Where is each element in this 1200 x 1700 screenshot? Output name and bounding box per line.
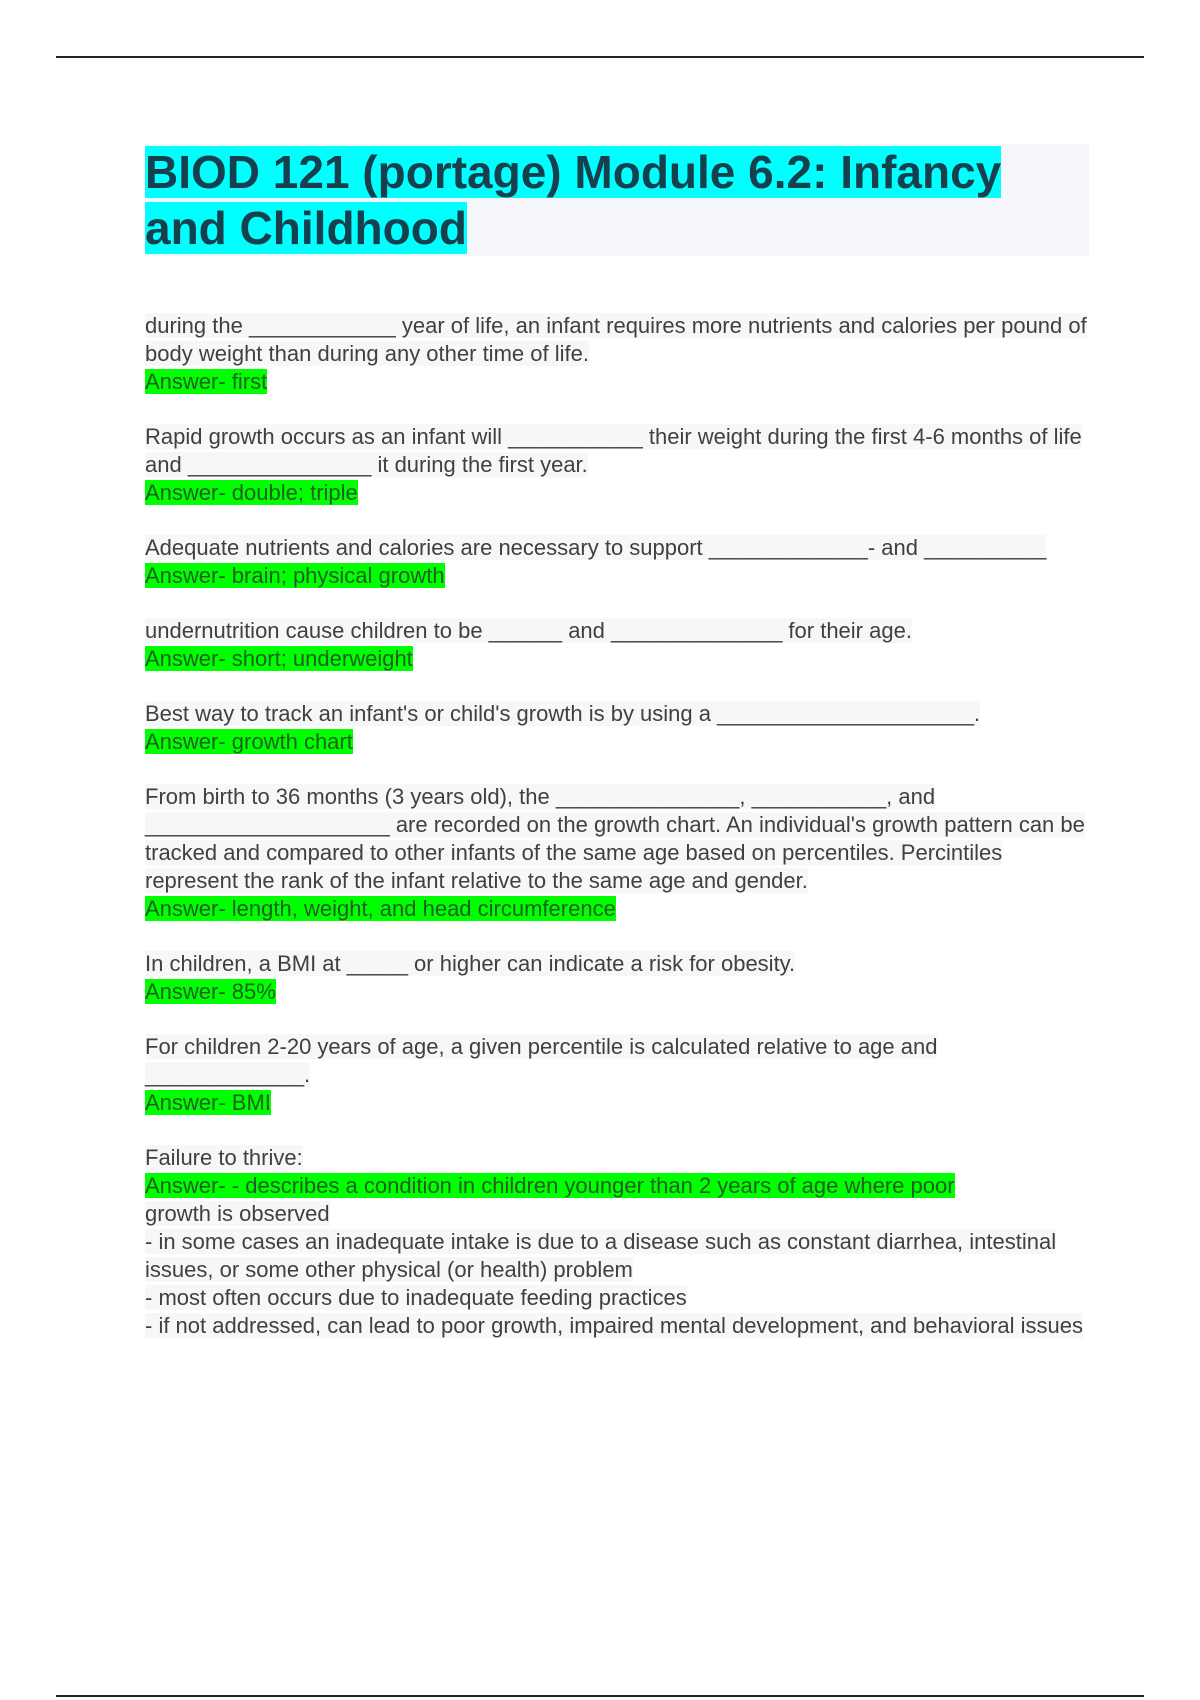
flashcard-7 — [145, 950, 1089, 1006]
answer-detail-line: growth is observed — [145, 1201, 330, 1226]
answer-text: Answer- BMI — [145, 1090, 271, 1115]
answer-text: Answer- growth chart — [145, 729, 353, 754]
answer-text: Answer- brain; physical growth — [145, 563, 445, 588]
question-text: Rapid growth occurs as an infant will ___________ their weight during the first 4-6 months of life and _______________ it during the first year. — [145, 424, 1082, 477]
flashcard-2 — [145, 423, 1089, 507]
answer-text: Answer- short; underweight — [145, 646, 413, 671]
answer-text: Answer- - describes a condition in children younger than 2 years of age where poor — [145, 1173, 955, 1198]
question-text: From birth to 36 months (3 years old), the _______________, ___________, and ____________________ are recorded on the growth chart. An individual's growth pattern can be tracked and compared to other infants of the same age based on percentiles. Percintiles represent the rank of the infant relative to the same age and gender. — [145, 784, 1085, 893]
flashcard-4 — [145, 617, 1089, 673]
question-text: Failure to thrive: — [145, 1145, 303, 1170]
question-text: undernutrition cause children to be ______ and ______________ for their age. — [145, 618, 912, 643]
question-text: Adequate nutrients and calories are necessary to support _____________- and __________ — [145, 535, 1047, 560]
flashcard-3 — [145, 534, 1089, 590]
flashcard-9 — [145, 1144, 1089, 1340]
answer-text: Answer- first — [145, 369, 268, 394]
flashcard-5 — [145, 700, 1089, 756]
question-text: during the ____________ year of life, an infant requires more nutrients and calories per pound of body weight than during any other time of life. — [145, 313, 1087, 366]
answer-detail-line: - in some cases an inadequate intake is due to a disease such as constant diarrhea, intestinal issues, or some other physical (or health) problem — [145, 1229, 1057, 1282]
top-rule — [56, 56, 1144, 58]
flashcard-6 — [145, 783, 1089, 923]
answer-detail-line: - most often occurs due to inadequate feeding practices — [145, 1285, 687, 1310]
answer-text: Answer- length, weight, and head circumference — [145, 896, 616, 921]
bottom-rule — [56, 1695, 1144, 1697]
document-body — [145, 144, 1089, 1367]
answer-detail-line: - if not addressed, can lead to poor growth, impaired mental development, and behavioral issues — [145, 1313, 1083, 1338]
answer-text: Answer- 85% — [145, 979, 276, 1004]
flashcard-8 — [145, 1033, 1089, 1117]
question-text: For children 2-20 years of age, a given percentile is calculated relative to age and _____________. — [145, 1034, 938, 1087]
title-block — [145, 144, 1089, 256]
question-text: Best way to track an infant's or child's growth is by using a _____________________. — [145, 701, 981, 726]
answer-text: Answer- double; triple — [145, 480, 358, 505]
title-text: BIOD 121 (portage) Module 6.2: Infancy and Childhood — [145, 146, 1002, 254]
flashcard-1 — [145, 312, 1089, 396]
document-title — [145, 144, 1089, 256]
question-text: In children, a BMI at _____ or higher can indicate a risk for obesity. — [145, 951, 796, 976]
